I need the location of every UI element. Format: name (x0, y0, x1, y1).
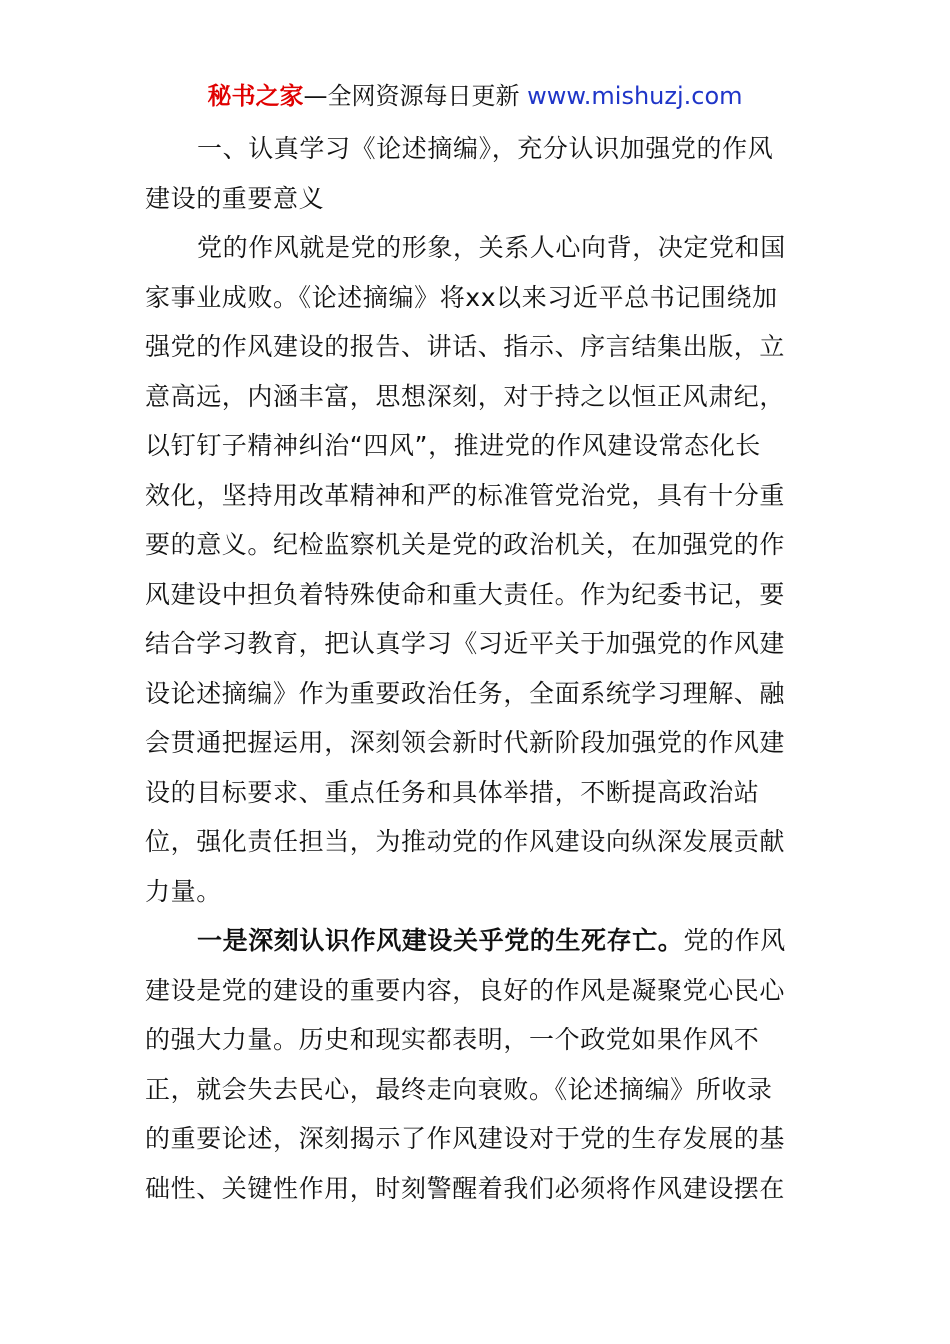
paragraph-2-line: 础性、关键性作用，时刻警醒着我们必须将作风建设摆在 (145, 1173, 786, 1203)
site-header (0, 80, 950, 112)
paragraph-1-line: 以钉钉子精神纠治“四风”，推进党的作风建设常态化长 (145, 431, 761, 460)
section-title-line-2: 建设的重要意义 (145, 183, 325, 213)
paragraph-1-line: 结合学习教育，把认真学习《习近平关于加强党的作风建 (145, 629, 786, 658)
site-tagline: —全网资源每日更新 (303, 82, 528, 110)
paragraph-2-line: 的强大力量。历史和现实都表明，一个政党如果作风不 (145, 1025, 760, 1054)
paragraph-2-first-line (145, 916, 807, 966)
paragraph-1-line: 强党的作风建设的报告、讲话、指示、序言结集出版，立 (145, 332, 786, 361)
paragraph-1-line: 力量。 (145, 876, 222, 906)
paragraph-1-line: 会贯通把握运用，深刻领会新时代新阶段加强党的作风建 (145, 728, 786, 757)
paragraph-2-line: 正，就会失去民心，最终走向衰败。《论述摘编》所收录 (145, 1074, 773, 1104)
paragraph-1-line: 效化，坚持用改革精神和严的标准管党治党，具有十分重 (145, 480, 786, 510)
site-url-link[interactable]: www.mishuzj.com (527, 82, 743, 110)
section-title-line-1: 一、认真学习《论述摘编》，充分认识加强党的作风 (197, 134, 774, 163)
paragraph-1-line: 设的目标要求、重点任务和具体举措，不断提高政治站 (145, 777, 760, 807)
paragraph-1-line: 设论述摘编》作为重要政治任务，全面系统学习理解、融 (145, 678, 786, 708)
paragraph-1-line: 要的意义。纪检监察机关是党的政治机关，在加强党的作 (145, 530, 786, 559)
paragraph-2-line: 建设是党的建设的重要内容，良好的作风是凝聚党心民心 (145, 975, 786, 1005)
site-brand: 秘书之家 (207, 82, 304, 110)
paragraph-1-line: 家事业成败。《论述摘编》将xx以来习近平总书记围绕加 (145, 282, 778, 312)
paragraph-1-line: 党的作风就是党的形象，关系人心向背，决定党和国 (197, 233, 786, 262)
paragraph-2-bold-lead: 一是深刻认识作风建设关乎党的生死存亡。 (197, 926, 684, 955)
document-body (145, 124, 807, 1213)
paragraph-2-line: 的重要论述，深刻揭示了作风建设对于党的生存发展的基 (145, 1124, 786, 1153)
paragraph-1-line: 位，强化责任担当，为推动党的作风建设向纵深发展贡献 (145, 827, 786, 856)
paragraph-1-line: 意高远，内涵丰富，思想深刻，对于持之以恒正风肃纪， (145, 381, 786, 411)
paragraph-2-first-line-rest: 党的作风 (683, 926, 786, 955)
paragraph-1-line: 风建设中担负着特殊使命和重大责任。作为纪委书记，要 (145, 579, 786, 609)
